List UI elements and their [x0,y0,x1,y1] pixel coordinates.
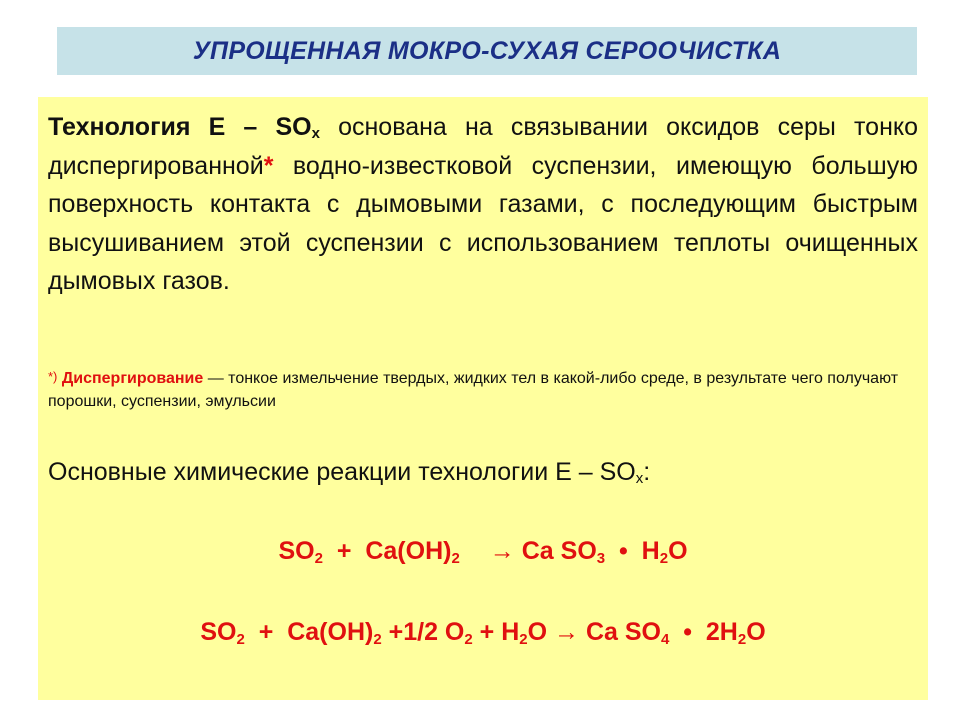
eq1-part: + Ca(OH) [322,537,452,565]
eq1-sub: 2 [314,550,323,567]
eq2-part: + Ca(OH) [244,618,374,646]
reactions-heading [48,455,918,489]
reactions-heading-tail: : [643,458,651,486]
arrow-icon: → [489,537,515,565]
title-bar [57,27,917,75]
footnote-term: Диспергирование [61,370,204,387]
eq2-sub: 2 [236,631,245,648]
eq2-part: O [527,618,555,646]
arrow-icon: → [554,618,580,646]
eq2-part: O [746,618,766,646]
main-paragraph [48,108,918,301]
eq2-sub: 2 [464,631,473,648]
eq1-part: O [668,537,688,565]
eq2-part: • 2H [669,618,738,646]
footnote-text: — тонкое измельчение твердых, жидких тел в какой-либо среде, в результате чего получают порошки, суспензии, эмульсии [48,370,899,410]
eq1-part: • H [605,537,660,565]
eq1-sub: 2 [659,550,669,567]
eq2-sub: 2 [737,631,747,648]
eq2-sub: 2 [373,631,382,648]
content-panel [38,97,928,700]
eq2-sub: 4 [661,631,670,648]
eq2-sub: 2 [519,631,528,648]
eq2-part: SO [200,618,237,646]
paragraph-body-2: водно-известковой суспензии, имеющую большую поверхность контакта с дымовыми газами, с последующим быстрым высушиванием этой суспензии с использованием теплоты очищенных дымовых газов. [48,151,918,295]
paragraph-body-1: основана на связывании оксидов серы тонко диспергированной [48,113,919,180]
footnote-star: * [263,151,274,180]
eq1-sub: 3 [596,550,606,567]
eq1-sub: 2 [451,550,460,567]
eq2-part: +1/2 O [381,618,465,646]
footnote-marker: *) [48,369,58,384]
eq2-part: + H [472,618,520,646]
reaction-equation-1 [38,537,928,566]
technology-lead: Технология Е – SO [48,113,312,141]
reactions-heading-sub: x [635,470,644,487]
eq2-part: Ca SO [579,618,661,646]
footnote [48,365,923,413]
lead-subscript: x [311,125,320,142]
reaction-equation-2 [38,618,928,647]
eq1-part: SO [278,537,315,565]
eq1-part: Ca SO [514,537,597,565]
slide-title: УПРОЩЕННАЯ МОКРО-СУХАЯ СЕРООЧИСТКА [192,36,782,65]
reactions-heading-text: Основные химические реакции технологии Е – SO [48,458,636,486]
